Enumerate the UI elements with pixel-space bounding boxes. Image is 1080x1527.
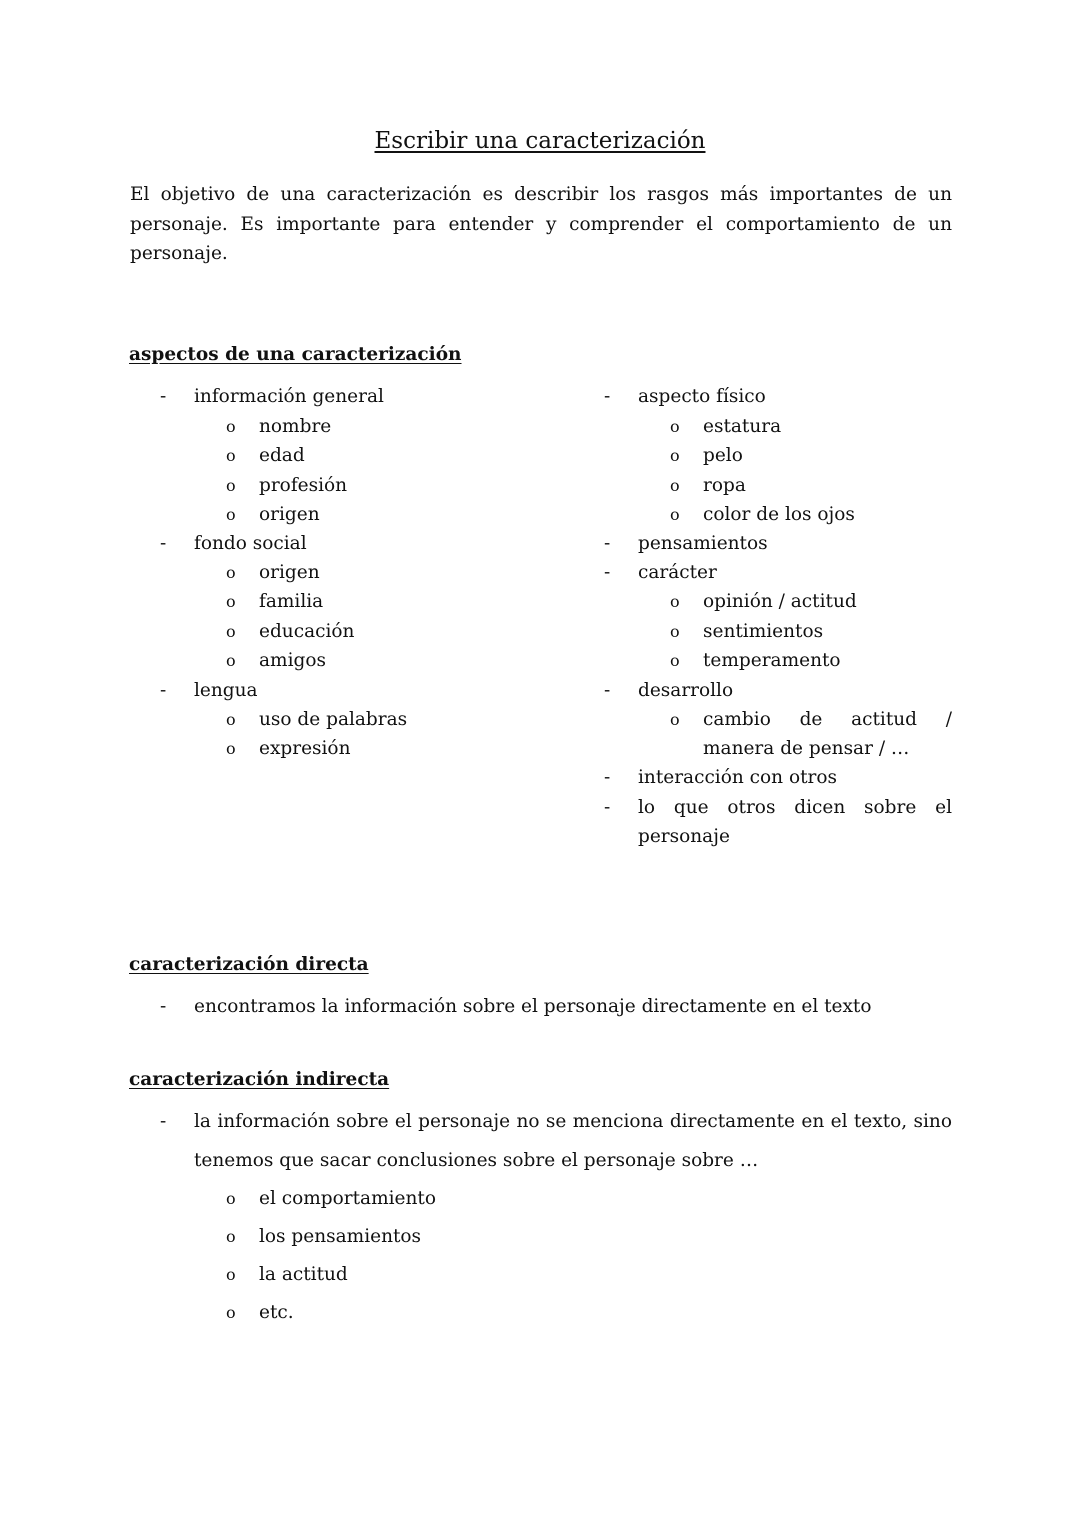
list-item: aspecto físico	[638, 386, 766, 407]
list-item: interacción con otros	[638, 767, 838, 788]
list-item: encontramos la información sobre el personaje directamente en el texto	[194, 996, 872, 1017]
dash-bullet: -	[604, 767, 611, 788]
sub-item: sentimientos	[703, 621, 824, 642]
list-item-continuation: personaje	[638, 826, 730, 847]
sub-item: nombre	[259, 416, 332, 437]
sub-item: estatura	[703, 416, 782, 437]
circle-bullet: o	[670, 651, 680, 670]
sub-item: temperamento	[703, 650, 841, 671]
sub-item: origen	[259, 504, 320, 525]
intro-paragraph: El objetivo de una caracterización es describir los rasgos más importantes de un personaje. Es importante para entender y comprender el comportamiento de un personaje.	[130, 184, 952, 264]
dash-bullet: -	[604, 562, 611, 583]
list-item: desarrollo	[638, 680, 734, 701]
circle-bullet: o	[226, 563, 236, 582]
sub-item: color de los ojos	[703, 504, 855, 525]
circle-bullet: o	[670, 622, 680, 641]
circle-bullet: o	[226, 592, 236, 611]
sub-item: origen	[259, 562, 320, 583]
sub-item: familia	[259, 591, 324, 612]
circle-bullet: o	[226, 1265, 236, 1284]
dash-bullet: -	[604, 533, 611, 554]
sub-item-continuation: manera de pensar / …	[703, 738, 910, 759]
sub-item: cambio de actitud /	[703, 709, 952, 730]
list-item: información general	[194, 386, 384, 407]
dash-bullet: -	[160, 680, 167, 701]
circle-bullet: o	[226, 739, 236, 758]
sub-item: expresión	[259, 738, 351, 759]
sub-item: edad	[259, 445, 305, 466]
dash-bullet: -	[604, 386, 611, 407]
sub-item: los pensamientos	[259, 1226, 422, 1247]
list-item: la información sobre el personaje no se menciona directamente en el texto, sino	[194, 1111, 952, 1132]
dash-bullet: -	[160, 1111, 167, 1132]
circle-bullet: o	[226, 622, 236, 641]
circle-bullet: o	[670, 505, 680, 524]
sub-item: opinión / actitud	[703, 591, 857, 612]
circle-bullet: o	[226, 505, 236, 524]
directa-heading: caracterización directa	[129, 954, 369, 975]
circle-bullet: o	[226, 710, 236, 729]
circle-bullet: o	[670, 446, 680, 465]
circle-bullet: o	[226, 417, 236, 436]
sub-item: el comportamiento	[259, 1188, 436, 1209]
list-item: lo que otros dicen sobre el	[638, 797, 952, 818]
page-title: Escribir una caracterización	[374, 128, 706, 154]
circle-bullet: o	[670, 710, 680, 729]
sub-item: la actitud	[259, 1264, 348, 1285]
circle-bullet: o	[226, 1189, 236, 1208]
circle-bullet: o	[670, 592, 680, 611]
dash-bullet: -	[160, 533, 167, 554]
list-item-continuation: tenemos que sacar conclusiones sobre el personaje sobre …	[194, 1150, 759, 1171]
sub-item: profesión	[259, 475, 348, 496]
dash-bullet: -	[604, 797, 611, 818]
dash-bullet: -	[604, 680, 611, 701]
circle-bullet: o	[226, 1303, 236, 1322]
list-item: lengua	[194, 680, 258, 701]
circle-bullet: o	[226, 476, 236, 495]
sub-item: etc.	[259, 1302, 294, 1323]
circle-bullet: o	[670, 417, 680, 436]
circle-bullet: o	[226, 446, 236, 465]
sub-item: ropa	[703, 475, 746, 496]
dash-bullet: -	[160, 996, 167, 1017]
indirecta-heading: caracterización indirecta	[129, 1069, 390, 1090]
circle-bullet: o	[670, 476, 680, 495]
list-item: fondo social	[194, 533, 307, 554]
circle-bullet: o	[226, 651, 236, 670]
sub-item: educación	[259, 621, 355, 642]
list-item: pensamientos	[638, 533, 768, 554]
sub-item: uso de palabras	[259, 709, 408, 730]
dash-bullet: -	[160, 386, 167, 407]
aspects-heading: aspectos de una caracterización	[129, 344, 462, 365]
list-item: carácter	[638, 562, 717, 583]
circle-bullet: o	[226, 1227, 236, 1246]
sub-item: pelo	[703, 445, 743, 466]
sub-item: amigos	[259, 650, 326, 671]
